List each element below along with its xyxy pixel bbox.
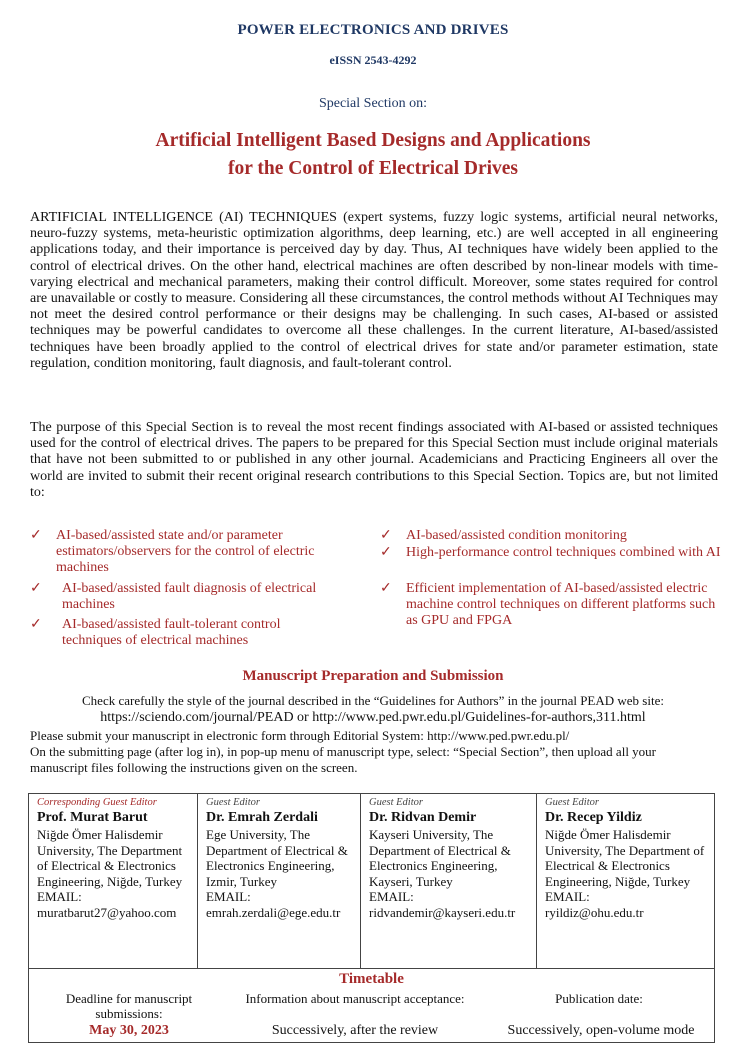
guidelines-note: Check carefully the style of the journal described in the “Guidelines for Authors” in the journal PEAD web site:: [82, 693, 664, 708]
editor-role: Guest Editor: [545, 797, 599, 808]
editors-panel: [28, 793, 715, 1043]
purpose-paragraph: The purpose of this Special Section is to reveal the most recent findings associated with AI-based or assisted techniques used for the control of electrical drives. The papers to be prepared for this Special Section must include original materials that have not been submitted to or published in any other journal. Academicians and Practicing Engineers all over the world are invited to submit their recent original research contributions to this Special Section. Topics are, but not limited to:: [30, 420, 718, 500]
section-title-line-1: Artificial Intelligent Based Designs and Applications: [155, 130, 591, 151]
acceptance-label: Information about manuscript acceptance:: [245, 991, 465, 1006]
manuscript-heading: Manuscript Preparation and Submission: [242, 668, 504, 684]
acceptance-value: Successively, after the review: [271, 1023, 439, 1038]
editor-name: Dr. Ridvan Demir: [369, 810, 477, 825]
editor-role: Guest Editor: [206, 797, 260, 808]
editor-email[interactable]: emrah.zerdali@ege.edu.tr: [206, 904, 341, 920]
checkmark-icon: ✓: [30, 528, 42, 543]
editor-email-label: EMAIL:: [545, 889, 590, 904]
editor-name: Prof. Murat Barut: [37, 810, 148, 825]
submission-instructions-2: manuscript files following the instructions given on the screen.: [30, 760, 358, 775]
timetable-title: Timetable: [339, 971, 404, 987]
editor-email[interactable]: ridvandemir@kayseri.edu.tr: [369, 904, 516, 920]
editor-affiliation: Kayseri University, The Department of Electrical & Electronics Engineering, Kayseri, Turkey: [369, 827, 511, 889]
editor-affiliation: Ege University, The Department of Electrical & Electronics Engineering, Izmir, Turkey: [206, 827, 348, 889]
intro-paragraph: ARTIFICIAL INTELLIGENCE (AI) TECHNIQUES (expert systems, fuzzy logic systems, artificial neural networks, neuro-fuzzy systems, meta-heuristic optimization algorithms, deep learning, etc.) are well accepted in all engineering applications today, and their importance is perceived day by day. Thus, AI techniques have widely been applied to the control of electrical drives. On the other hand, electrical machines are often described by non-linear models with time-varying electrical and mechanical parameters, making their control difficult. Moreover, some states required for control are unavailable or costly to measure. Considering all these circumstances, the control methods without AI Techniques may not meet the desired control performance or their designs may be challenging. In such cases, AI-based or assisted techniques may be powerful candidates to overcome all these challenges. In the current literature, AI-based/assisted techniques have been broadly applied to the control of electrical drives for state and/or parameter estimation, state regulation, condition monitoring, fault diagnosis, and fault-tolerant control.: [30, 210, 718, 371]
editor-email[interactable]: ryildiz@ohu.edu.tr: [545, 904, 644, 920]
submission-instructions-1: On the submitting page (after log in), in pop-up menu of manuscript type, select: “Special Section”, then upload all your: [30, 744, 657, 759]
editor-affiliation: Niğde Ömer Halisdemir University, The Department of Electrical & Electronics Engineering, Niğde, Turkey: [37, 827, 183, 889]
editor-email-label: EMAIL:: [206, 889, 251, 904]
checkmark-icon: ✓: [380, 528, 392, 543]
checkmark-icon: ✓: [380, 545, 392, 560]
editor-email-label: EMAIL:: [37, 889, 82, 904]
topic-text: High-performance control techniques combined with AI: [406, 545, 721, 560]
editor-role: Guest Editor: [369, 797, 423, 808]
topic-text: AI-based/assisted fault diagnosis of electrical machines: [62, 581, 317, 612]
editor-card: [29, 794, 198, 968]
editor-card: [537, 794, 714, 968]
journal-name: POWER ELECTRONICS AND DRIVES: [237, 22, 509, 38]
submission-note[interactable]: Please submit your manuscript in electronic form through Editorial System: http://www.ped.pwr.edu.pl/: [30, 728, 570, 743]
publication-value: Successively, open-volume mode: [507, 1023, 695, 1038]
deadline-value: May 30, 2023: [89, 1023, 169, 1038]
editor-email[interactable]: muratbarut27@yahoo.com: [37, 904, 177, 920]
guidelines-links[interactable]: https://sciendo.com/journal/PEAD or http://www.ped.pwr.edu.pl/Guidelines-for-authors,311.html: [100, 710, 646, 725]
deadline-label: Deadline for manuscript submissions:: [65, 991, 193, 1021]
special-section-label: Special Section on:: [318, 96, 428, 111]
publication-label: Publication date:: [555, 991, 643, 1006]
checkmark-icon: ✓: [30, 617, 42, 632]
topic-text: AI-based/assisted state and/or parameter estimators/observers for the control of electric machines: [56, 528, 315, 575]
timetable: [29, 968, 714, 1042]
checkmark-icon: ✓: [30, 581, 42, 596]
editor-card: [198, 794, 361, 968]
section-title-line-2: for the Control of Electrical Drives: [227, 158, 519, 179]
editor-email-label: EMAIL:: [369, 889, 414, 904]
editor-name: Dr. Recep Yildiz: [545, 810, 642, 825]
topic-text: Efficient implementation of AI-based/assisted electric machine control techniques on different platforms such as GPU and FPGA: [406, 581, 716, 628]
section-title: [0, 127, 746, 183]
editor-card: [361, 794, 537, 968]
checkmark-icon: ✓: [380, 581, 392, 596]
issn: eISSN 2543-4292: [329, 53, 417, 67]
topic-text: AI-based/assisted condition monitoring: [406, 528, 627, 543]
editor-affiliation: Niğde Ömer Halisdemir University, The Department of Electrical & Electronics Engineering, Niğde, Turkey: [545, 827, 705, 889]
topic-text: AI-based/assisted fault-tolerant control techniques of electrical machines: [62, 617, 281, 648]
editor-role: Corresponding Guest Editor: [37, 797, 157, 808]
editor-name: Dr. Emrah Zerdali: [206, 810, 318, 825]
